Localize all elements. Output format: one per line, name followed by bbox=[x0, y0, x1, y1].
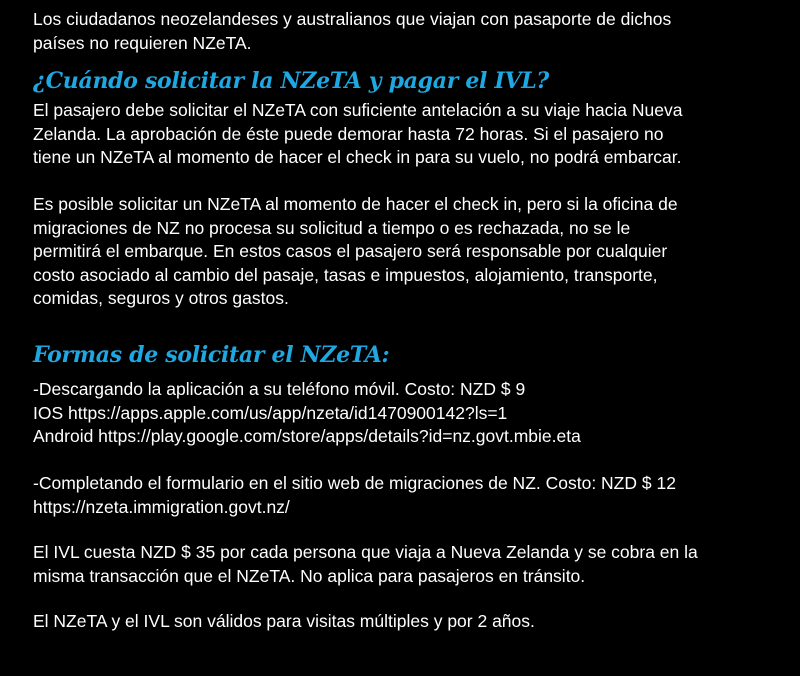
text-line: Zelanda. La aprobación de éste puede demorar hasta 72 horas. Si el pasajero no bbox=[33, 123, 664, 144]
validity-paragraph bbox=[33, 610, 793, 634]
text-line: El pasajero debe solicitar el NZeTA con suficiente antelación a su viaje hacia Nueva bbox=[33, 100, 683, 120]
text-line: -Descargando la aplicación a su teléfono móvil. Costo: NZD $ 9 bbox=[33, 379, 526, 399]
heading-when-to-apply: ¿Cuándo solicitar la NZeTA y pagar el IVL? bbox=[33, 68, 549, 94]
text-line: comidas, seguros y otros gastos. bbox=[33, 288, 289, 308]
android-link[interactable]: Android https://play.google.com/store/apps/details?id=nz.govt.mbie.eta bbox=[33, 426, 581, 446]
text-line: misma transacción que el NZeTA. No aplica para pasajeros en tránsito. bbox=[33, 565, 586, 586]
text-line: El IVL cuesta NZD $ 35 por cada persona que viaja a Nueva Zelanda y se cobra en la bbox=[33, 542, 698, 562]
text-line: costo asociado al cambio del pasaje, tasas e impuestos, alojamiento, transporte, bbox=[33, 264, 658, 285]
text-line: Es posible solicitar un NZeTA al momento de hacer el check in, pero si la oficina de bbox=[33, 194, 678, 214]
checkin-application-paragraph bbox=[33, 193, 793, 311]
text-line: Los ciudadanos neozelandeses y australianos que viajan con pasaporte de dichos bbox=[33, 9, 672, 29]
intro-paragraph bbox=[33, 8, 793, 55]
app-method-paragraph bbox=[33, 378, 793, 449]
advance-application-paragraph bbox=[33, 99, 793, 170]
web-method-paragraph bbox=[33, 472, 793, 519]
text-line: El NZeTA y el IVL son válidos para visitas múltiples y por 2 años. bbox=[33, 611, 535, 631]
text-line: migraciones de NZ no procesa su solicitud a tiempo o es rechazada, no se le bbox=[33, 217, 631, 238]
ios-link[interactable]: IOS https://apps.apple.com/us/app/nzeta/id1470900142?ls=1 bbox=[33, 402, 508, 423]
text-line: -Completando el formulario en el sitio web de migraciones de NZ. Costo: NZD $ 12 bbox=[33, 473, 676, 493]
text-line: tiene un NZeTA al momento de hacer el check in para su vuelo, no podrá embarcar. bbox=[33, 147, 682, 167]
ivl-cost-paragraph bbox=[33, 541, 793, 588]
web-form-link[interactable]: https://nzeta.immigration.govt.nz/ bbox=[33, 496, 290, 517]
text-line: países no requieren NZeTA. bbox=[33, 32, 252, 53]
text-line: permitirá el embarque. En estos casos el pasajero será responsable por cualquier bbox=[33, 241, 668, 261]
heading-ways-to-apply: Formas de solicitar el NZeTA: bbox=[33, 342, 390, 368]
